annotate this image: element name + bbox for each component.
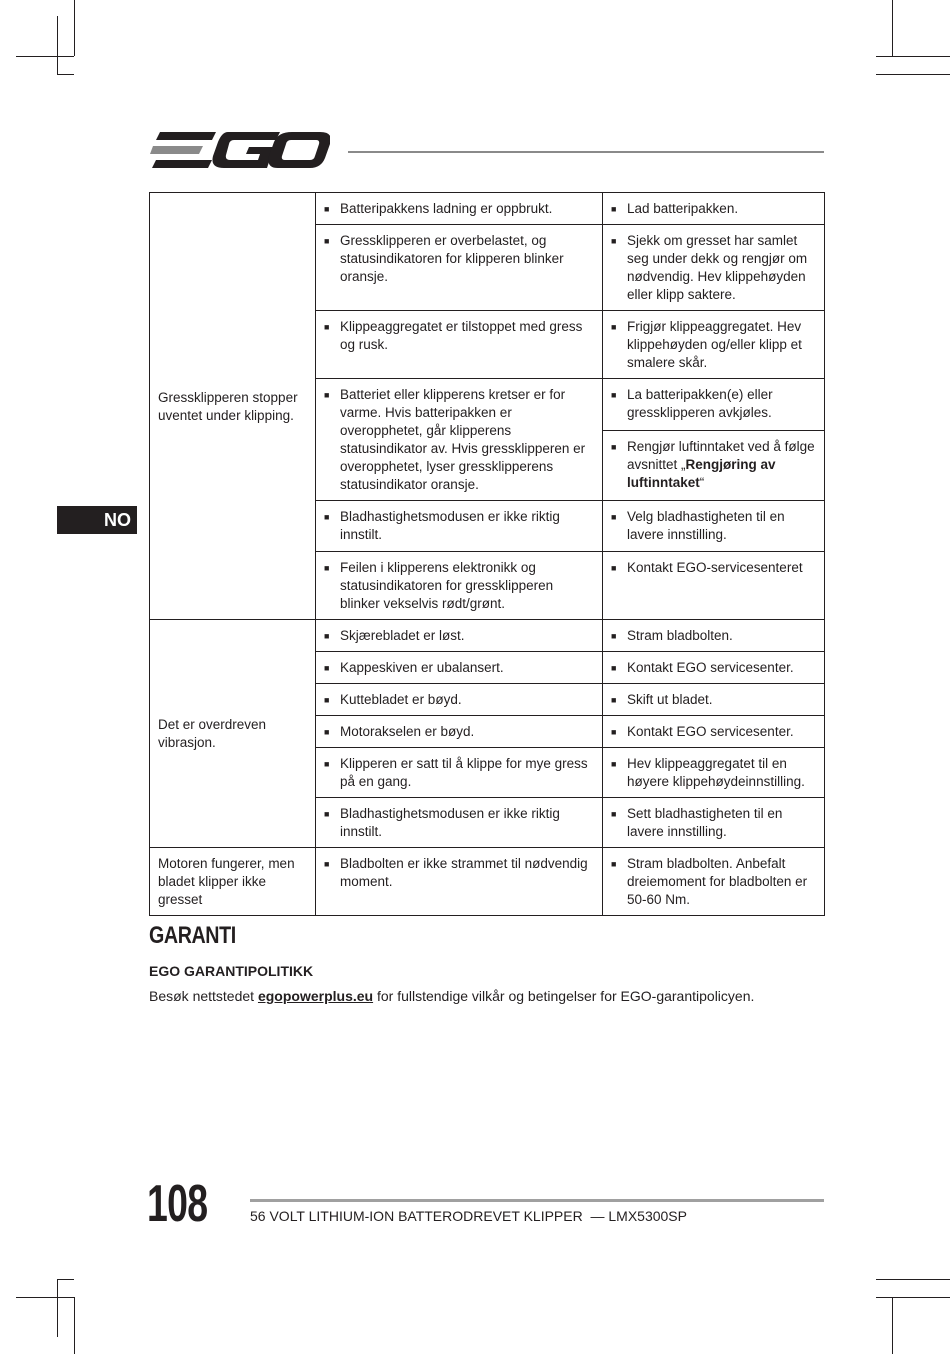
crop-mark xyxy=(74,0,75,56)
bullet-icon: ■ xyxy=(324,859,330,869)
crop-mark xyxy=(892,1297,893,1354)
solution-cell: ■ Stram bladbolten. xyxy=(603,620,825,652)
bullet-icon: ■ xyxy=(324,727,330,737)
solution-cell: ■ Velg bladhastigheten til en lavere innstilling. xyxy=(603,501,825,552)
solution-cell: ■ Sjekk om gresset har samlet seg under dekk og rengjør om nødvendig. Hev klippehøyden eller klipp saktere. xyxy=(603,225,825,311)
cause-cell: ■ Bladhastighetsmodusen er ikke riktig innstilt. xyxy=(316,798,603,848)
table-row xyxy=(150,848,825,916)
solution-cell: ■ La batteripakken(e) eller gressklipperen avkjøles. xyxy=(603,379,825,431)
bullet-icon: ■ xyxy=(611,809,617,819)
bullet-icon: ■ xyxy=(611,663,617,673)
bullet-icon: ■ xyxy=(324,204,330,214)
crop-mark xyxy=(876,56,950,57)
bullet-icon: ■ xyxy=(611,322,617,332)
crop-mark xyxy=(892,0,893,56)
crop-mark xyxy=(876,1279,950,1280)
solution-cell: ■ Stram bladbolten. Anbefalt dreiemoment for bladbolten er 50-60 Nm. xyxy=(603,848,825,916)
crop-mark xyxy=(57,1279,58,1337)
bullet-icon: ■ xyxy=(611,512,617,522)
crop-mark xyxy=(57,1279,74,1280)
cause-cell: ■ Feilen i klipperens elektronikk og statusindikatoren for gressklipperen blinker vekselvis rødt/grønt. xyxy=(316,552,603,620)
solution-cell: ■ Frigjør klippeaggregatet. Hev klippehøyden og/eller klipp et smalere skår. xyxy=(603,311,825,379)
solution-cell: ■ Kontakt EGO servicesenter. xyxy=(603,716,825,748)
ego-logo xyxy=(150,130,330,170)
crop-mark xyxy=(74,1297,75,1354)
bullet-icon: ■ xyxy=(324,663,330,673)
cause-cell: ■ Klipperen er satt til å klippe for mye gress på en gang. xyxy=(316,748,603,798)
cause-cell: ■ Gressklipperen er overbelastet, og statusindikatoren for klipperen blinker oransje. xyxy=(316,225,603,311)
cause-cell: ■ Kuttebladet er bøyd. xyxy=(316,684,603,716)
bullet-icon: ■ xyxy=(324,236,330,246)
bullet-icon: ■ xyxy=(324,695,330,705)
solution-cell: ■ Rengjør luftinntaket ved å følge avsnittet „Rengjøring av luftinntaket“ xyxy=(603,431,825,501)
bullet-icon: ■ xyxy=(611,236,617,246)
cause-cell: ■ Motorakselen er bøyd. xyxy=(316,716,603,748)
solution-cell: ■ Kontakt EGO servicesenter. xyxy=(603,652,825,684)
problem-cell: Det er overdreven vibrasjon. xyxy=(150,620,316,848)
cause-cell: ■ Skjærebladet er løst. xyxy=(316,620,603,652)
bullet-icon: ■ xyxy=(611,859,617,869)
problem-cell: Motoren fungerer, men bladet klipper ikke gresset xyxy=(150,848,316,916)
section-title: GARANTI xyxy=(149,922,236,949)
bullet-icon: ■ xyxy=(611,204,617,214)
crop-mark xyxy=(876,74,950,75)
bullet-icon: ■ xyxy=(611,759,617,769)
footer-text: 56 VOLT LITHIUM-ION BATTERODREVET KLIPPER — LMX5300SP xyxy=(250,1208,687,1224)
bullet-icon: ■ xyxy=(611,442,617,453)
bullet-icon: ■ xyxy=(324,759,330,769)
cause-cell: ■ Batteripakkens ladning er oppbrukt. xyxy=(316,193,603,225)
troubleshooting-table xyxy=(149,192,825,916)
section-subtitle: EGO GARANTIPOLITIKK xyxy=(149,963,314,979)
solution-cell: ■ Sett bladhastigheten til en lavere innstilling. xyxy=(603,798,825,848)
bullet-icon: ■ xyxy=(611,631,617,641)
solution-cell: ■ Skift ut bladet. xyxy=(603,684,825,716)
table-row xyxy=(150,193,825,225)
bullet-icon: ■ xyxy=(324,563,330,573)
solution-cell: ■ Kontakt EGO-servicesenteret xyxy=(603,552,825,620)
solution-cell: ■ Hev klippeaggregatet til en høyere klippehøydeinnstilling. xyxy=(603,748,825,798)
cause-cell: ■ Klippeaggregatet er tilstoppet med gress og rusk. xyxy=(316,311,603,379)
ego-logo-graphic xyxy=(150,130,330,170)
section-body: Besøk nettstedet egopowerplus.eu for fullstendige vilkår og betingelser for EGO-garantipolicyen. xyxy=(149,988,755,1004)
table-row xyxy=(150,620,825,652)
bullet-icon: ■ xyxy=(324,390,330,400)
cause-cell: ■ Kappeskiven er ubalansert. xyxy=(316,652,603,684)
crop-mark xyxy=(876,1297,950,1298)
cause-cell: ■ Bladhastighetsmodusen er ikke riktig innstilt. xyxy=(316,501,603,552)
bullet-icon: ■ xyxy=(611,563,617,573)
bullet-icon: ■ xyxy=(611,390,617,400)
solution-cell: ■ Lad batteripakken. xyxy=(603,193,825,225)
crop-mark xyxy=(16,1297,74,1298)
crop-mark xyxy=(57,74,74,75)
cause-cell: ■ Bladbolten er ikke strammet til nødvendig moment. xyxy=(316,848,603,916)
bullet-icon: ■ xyxy=(324,512,330,522)
bullet-icon: ■ xyxy=(324,809,330,819)
bullet-icon: ■ xyxy=(324,631,330,641)
problem-cell: Gressklipperen stopper uventet under klipping. xyxy=(150,193,316,620)
website-link[interactable]: egopowerplus.eu xyxy=(257,988,374,1004)
cause-cell: ■ Batteriet eller klipperens kretser er for varme. Hvis batteripakken er overopphetet, går klipperens statusindikator av. Hvis gressklipperen er overopphetet, lyser gressklipperens statusindikator oransje. xyxy=(316,379,603,501)
footer-rule xyxy=(250,1199,824,1202)
bullet-icon: ■ xyxy=(324,322,330,332)
crop-mark xyxy=(16,56,74,57)
header-rule xyxy=(348,151,824,153)
page-number: 108 xyxy=(147,1175,208,1233)
crop-mark xyxy=(57,16,58,74)
language-tab: NO xyxy=(57,506,137,534)
bullet-icon: ■ xyxy=(611,695,617,705)
bullet-icon: ■ xyxy=(611,727,617,737)
